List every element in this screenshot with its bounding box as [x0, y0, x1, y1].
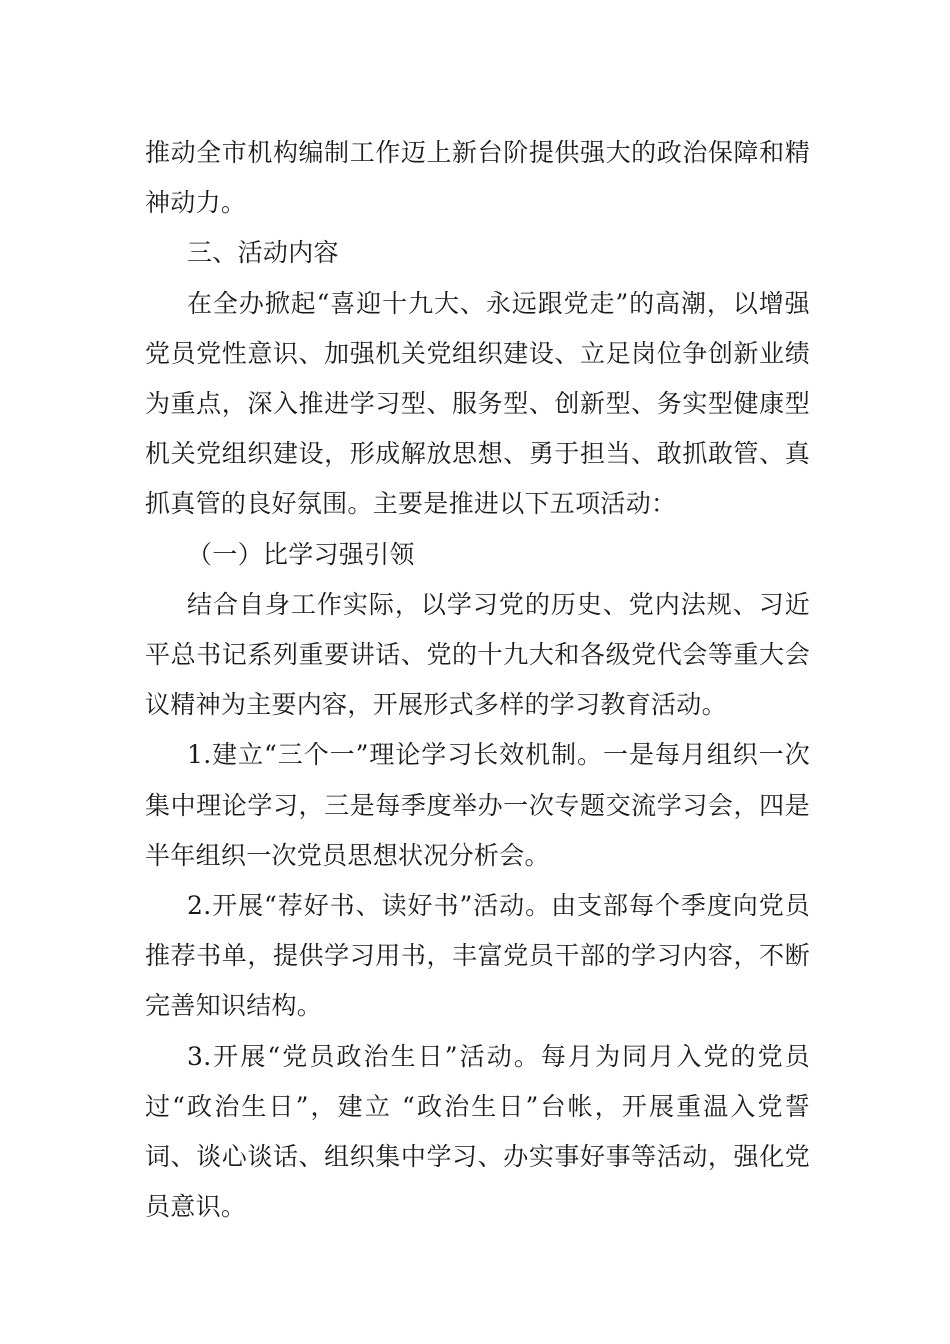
- subsection-heading-study: （一）比学习强引领: [187, 539, 415, 569]
- section-heading-activity-content: 三、活动内容: [187, 238, 339, 268]
- list-item-1: 1.建立“三个一”理论学习长效机制。一是每月组织一次集中理论学习，三是每季度举办一次专题交流学习会，四是半年组织一次党员思想状况分析会。: [145, 740, 810, 870]
- document-body: [145, 128, 810, 1232]
- paragraph-study-intro: 结合自身工作实际，以学习党的历史、党内法规、习近平总书记系列重要讲话、党的十九大和各级党代会等重大会议精神为主要内容，开展形式多样的学习教育活动。: [145, 589, 810, 720]
- paragraph-activity-overview: 在全办掀起“喜迎十九大、永远跟党走”的高潮，以增强党员党性意识、加强机关党组织建设、立足岗位争创新业绩为重点，深入推进学习型、服务型、创新型、务实型健康型机关党组织建设，形成解放思想、勇于担当、敢抓敢管、真抓真管的良好氛围。主要是推进以下五项活动：: [145, 288, 810, 519]
- list-item-3: 3.开展“党员政治生日”活动。每月为同月入党的党员过“政治生日”，建立 “政治生日”台帐，开展重温入党誓词、谈心谈话、组织集中学习、办实事好事等活动，强化党员意识。: [145, 1041, 810, 1222]
- list-item-2: 2.开展“荐好书、读好书”活动。由支部每个季度向党员推荐书单，提供学习用书，丰富党员干部的学习内容，不断完善知识结构。: [145, 891, 810, 1021]
- paragraph-continuation: 推动全市机构编制工作迈上新台阶提供强大的政治保障和精神动力。: [145, 138, 810, 218]
